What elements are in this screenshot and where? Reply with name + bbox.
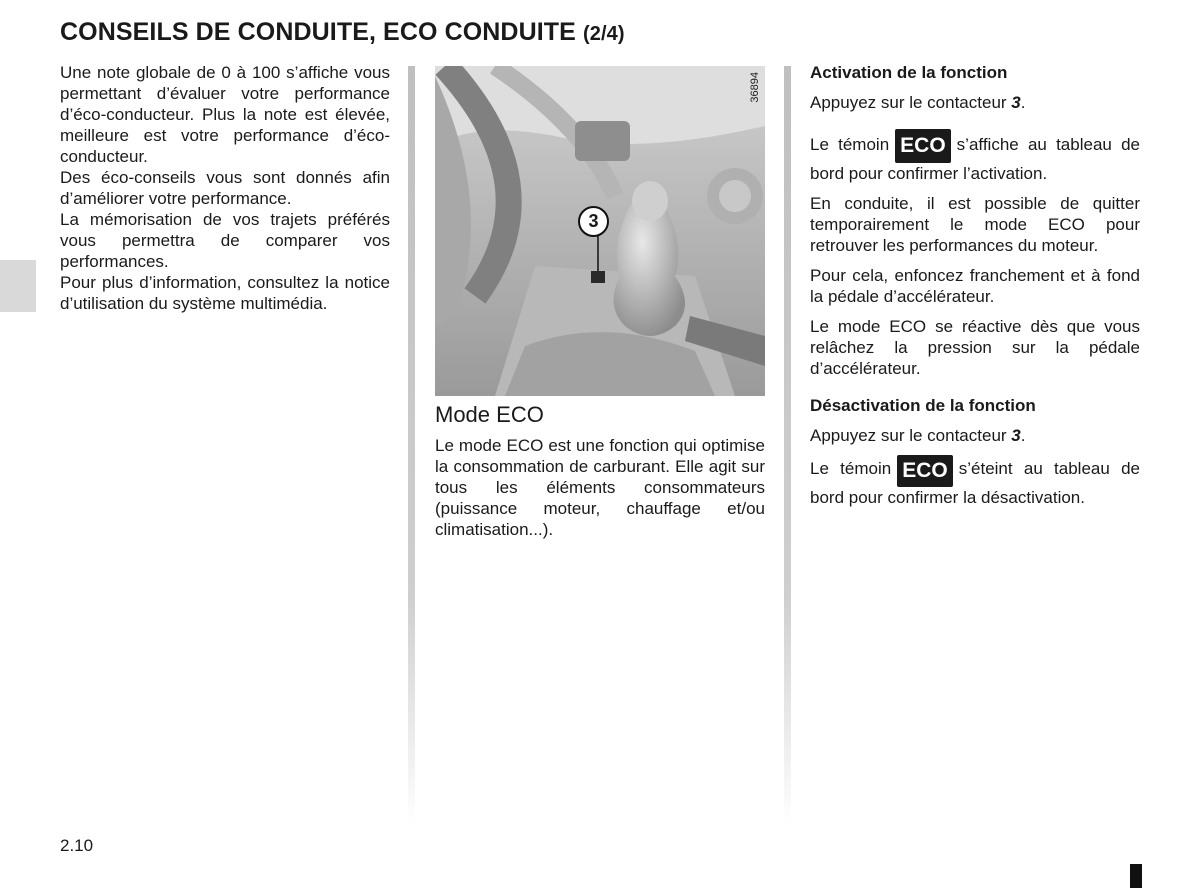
column-divider-left [408,66,415,826]
activation-press-period: . [1020,93,1026,112]
column-divider-right [784,66,791,826]
activation-paragraph-3: Le mode ECO se réactive dès que vous relâchez la pression sur la pédale d’accélérateur. [810,317,1140,378]
deactivation-press-instruction [810,425,1140,446]
deactivation-indicator-text [810,455,1140,508]
intro-paragraph-3: La mémorisation de vos trajets préférés vous permettra de comparer vos performances. [60,210,390,271]
eco-indicator-icon: ECO [897,455,953,487]
page-title [60,18,625,47]
intro-column [60,62,390,314]
photo-reference-number: 36894 [749,72,761,103]
page-number: 2.10 [60,836,94,855]
activation-switch-ref: 3 [1011,93,1021,112]
activation-indicator-text [810,129,1140,184]
switch-3-callout: 3 [578,206,609,237]
eco-indicator-icon: ECO [895,129,951,163]
activation-indicator-after: s’affiche au tableau de bord pour confirmer l’activation. [810,135,1140,183]
activation-press-text: Appuyez sur le contacteur [810,93,1007,112]
activation-press-instruction [810,92,1140,113]
center-console-photo [435,66,765,396]
page-title-text: CONSEILS DE CONDUITE, ECO CONDUITE [60,18,576,46]
chapter-side-tab [0,260,36,312]
activation-column [810,62,1140,517]
deactivation-indicator-after: s’éteint au tableau de bord pour confirmer la désactivation. [810,459,1140,507]
activation-heading: Activation de la fonction [810,63,1008,82]
intro-paragraph-2: Des éco-conseils vous sont donnés afin d’améliorer votre performance. [60,168,390,208]
deactivation-press-period: . [1020,426,1026,445]
deactivation-indicator-before: Le témoin [810,459,892,478]
activation-indicator-before: Le témoin [810,135,890,154]
deactivation-press-text: Appuyez sur le contacteur [810,426,1007,445]
eco-mode-description: Le mode ECO est une fonction qui optimise la consommation de carburant. Elle agit sur tous les éléments consommateurs (puissance moteur, chauffage et/ou climatisation...). [435,436,765,539]
intro-paragraph-4: Pour plus d’information, consultez la notice d’utilisation du système multimédia. [60,273,390,313]
deactivation-switch-ref: 3 [1011,426,1021,445]
deactivation-heading: Désactivation de la fonction [810,396,1036,415]
page-part-indicator: (2/4) [582,23,625,45]
activation-paragraph-2: Pour cela, enfoncez franchement et à fond la pédale d’accélérateur. [810,266,1140,306]
eco-mode-heading: Mode ECO [435,402,544,427]
page-corner-marker [1130,864,1142,888]
activation-paragraph-1: En conduite, il est possible de quitter temporairement le mode ECO pour retrouver les performances du moteur. [810,194,1140,255]
intro-paragraph-1: Une note globale de 0 à 100 s’affiche vous permettant d’évaluer votre performance d’éco-conducteur. Plus la note est élevée, meilleure est votre performance d’éco-conducteur. [60,63,390,166]
eco-mode-column [435,66,765,540]
